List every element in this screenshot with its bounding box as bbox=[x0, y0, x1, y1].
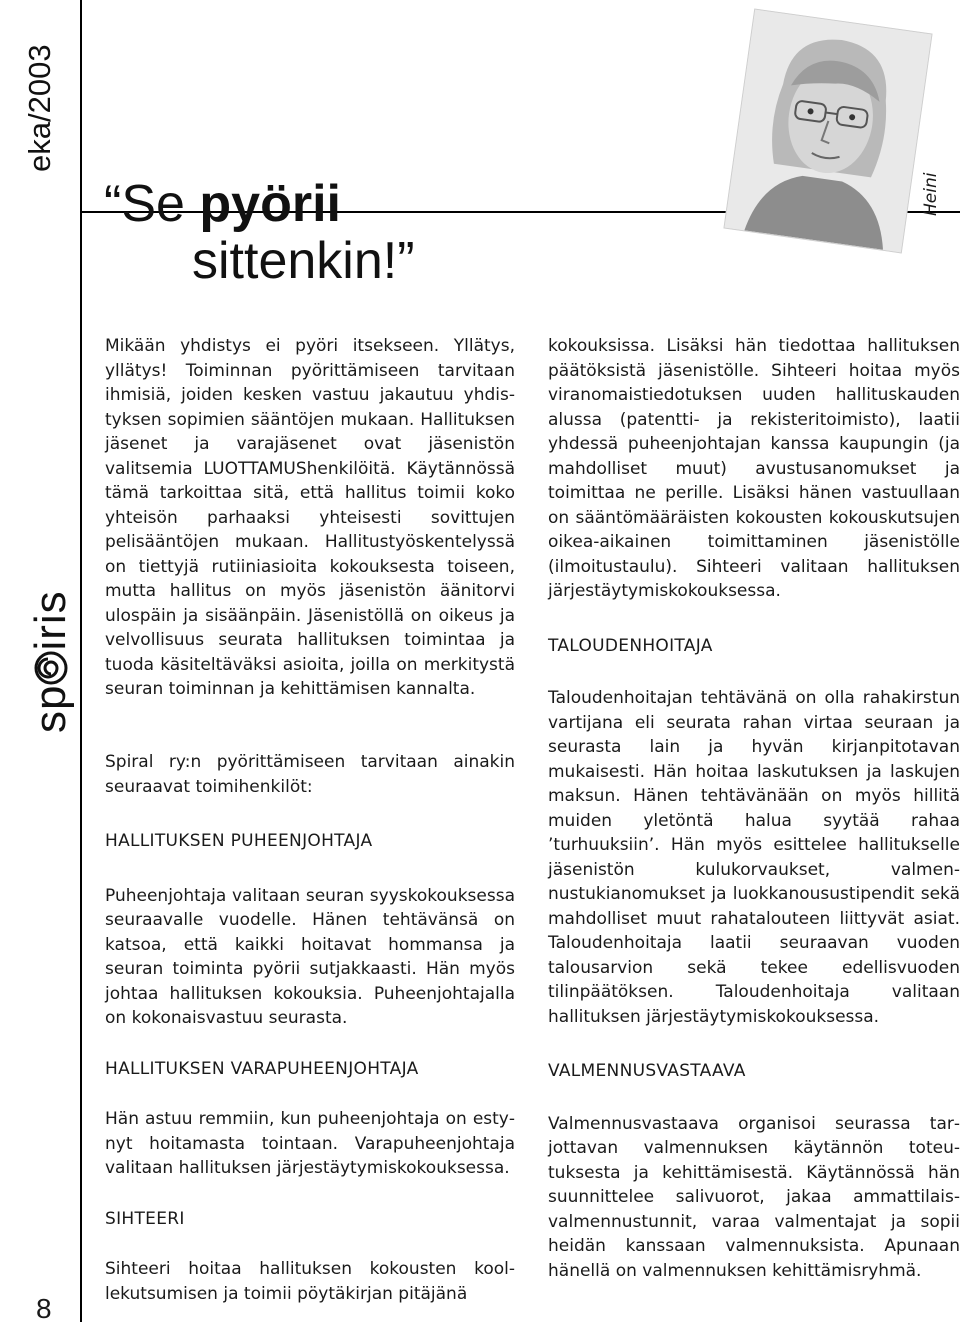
left-column bbox=[105, 334, 515, 1306]
portrait-photo bbox=[723, 9, 932, 254]
portrait-image bbox=[725, 10, 932, 253]
title-word-pyorii: pyörii bbox=[199, 175, 341, 233]
intro-paragraph: Mikään yhdistys ei pyöri itsekseen. Yllätys, yllätys! Toiminnan pyörittämiseen tarvitaan ihmisiä, joiden kesken vastuu jakautuu yhdistyksen sopimien sääntöjen mukaan. Hallituksen jäsenet ja varajäsenet ovat jäsenistön valitsemia LUOTTAMUShenkilöitä. Käytännössä tämä tarkoittaa sitä, että hallitus toimii koko yhteisön parhaaksi yhteisesti sovittujen pelisääntöjen mukaan. Hallitustyöskentelyssä on tiettyjä rutiiniasioita kokouksesta toiseen, mutta hallitus on myös jäsenistön äänitorvi ulospäin ja sisäänpäin. Jäsenistöllä on oikeus ja velvollisuus seurata hallituksen toimintaa ja tuoda käsiteltäväksi asioita, joilla on merkitystä seuran toiminnan ja kehittämisen kannalta. bbox=[105, 336, 515, 699]
lead-paragraph: Spiral ry:n pyörittämiseen tarvitaan ainakin seuraavat toimihenkilöt: bbox=[105, 752, 515, 797]
heading-taloudenhoitaja: TALOUDENHOITAJA bbox=[548, 635, 713, 656]
title-word-se: Se bbox=[121, 175, 200, 233]
paragraph-sihteeri-cont: kokouksissa. Lisäksi hän tiedottaa hallituksen päätöksistä jäsenistölle. Sihteeri hoitaa myös viranomaistiedotuksen uuden hallituskauden alussa (patentti- ja rekisteritoimisto), laatii yhdessä puheenjohtajan kanssa kaupungin (ja mahdolliset muut) avustusanomukset ja toimittaa ne perille. Lisäksi hänen vastuullaan on sääntömääräisten kokousten kokouskutsujen oikea-aikainen toimittaminen jäsenistölle (ilmoitustaulu). Sihteeri valitaan hallituksen järjestäytymiskokouksessa. bbox=[548, 336, 960, 601]
paragraph-valmennusvastaava: Valmennusvastaava organisoi seurassa tarjottavan valmennuksen käytännön toteutuksesta ja kehittämisestä. Käytännössä hän suunnittelee salivuorot, jakaa ammattilaisvalmennustunnit, varaa valmentajat ja sopii heidän kanssaan valmennuksista. Apunaan hänellä on valmennuksen kehittämisryhmä. bbox=[548, 1113, 960, 1281]
photo-caption: Heini bbox=[921, 172, 941, 216]
issue-tag: eka/2003 bbox=[22, 44, 57, 172]
heading-sihteeri: SIHTEERI bbox=[105, 1208, 185, 1229]
page-title-line-1 bbox=[104, 172, 341, 236]
spiral-icon bbox=[29, 651, 63, 685]
title-open-quote: “ bbox=[104, 175, 122, 233]
right-column bbox=[548, 334, 960, 1283]
spiral-logo bbox=[26, 590, 76, 733]
logo-prefix: sp bbox=[26, 684, 75, 733]
paragraph-sihteeri: Sihteeri hoitaa hallituksen kokousten koollekutsumisen ja toimii pöytäkirjan pitäjänä bbox=[105, 1259, 515, 1304]
title-close-quote: ” bbox=[397, 232, 415, 290]
heading-varapuheenjohtaja: HALLITUKSEN VARAPUHEENJOHTAJA bbox=[105, 1058, 419, 1079]
heading-puheenjohtaja: HALLITUKSEN PUHEENJOHTAJA bbox=[105, 831, 373, 851]
logo-suffix: iris bbox=[26, 590, 75, 651]
page-title-line-2 bbox=[192, 229, 415, 293]
title-word-sittenkin: sittenkin! bbox=[192, 232, 398, 290]
heading-valmennusvastaava: VALMENNUSVASTAAVA bbox=[548, 1061, 746, 1081]
paragraph-puheenjohtaja: Puheenjohtaja valitaan seuran syyskokouksessa seuraavalle vuodelle. Hänen tehtävänsä on katsoa, että kaikki hoitavat hommansa ja seuran toiminta pyörii sutjakkaasti. Hän myös johtaa hallituksen kokouksia. Puheenjohtajalla on kokonaisvastuu seurasta. bbox=[105, 885, 515, 1028]
paragraph-varapuheenjohtaja: Hän astuu remmiin, kun puheenjohtaja on estynyt hoitamasta tointaan. Varapuheenjohtaja valitaan hallituksen järjestäytymiskokouksessa. bbox=[105, 1109, 515, 1178]
page-number: 8 bbox=[36, 1293, 52, 1324]
paragraph-taloudenhoitaja: Taloudenhoitajan tehtävänä on olla rahakirstun vartijana eli seurata rahan virtaa seuraan ja seurasta lain ja hyvän kirjanpitotavan mukaisesti. Hän hoitaa laskutuksen ja laskujen maksun. Hänen tehtävänään on myös hillitä muiden yletöntä halua syytää rahaa ’turhuuksiin’. Hän myös esittelee hallitukselle jäsenistön kulukorvaukset, valmennustukianomukset ja luokkanousustipendit sekä mahdolliset muut rahatalouteen liittyvät asiat. Taloudenhoitaja laatii seuraavan vuoden talousarvion sekä tekee edellisvuoden tilinpäätöksen. Taloudenhoitaja valitaan hallituksen järjestäytymiskokouksessa. bbox=[548, 688, 960, 1027]
sidebar-divider bbox=[80, 0, 82, 1322]
